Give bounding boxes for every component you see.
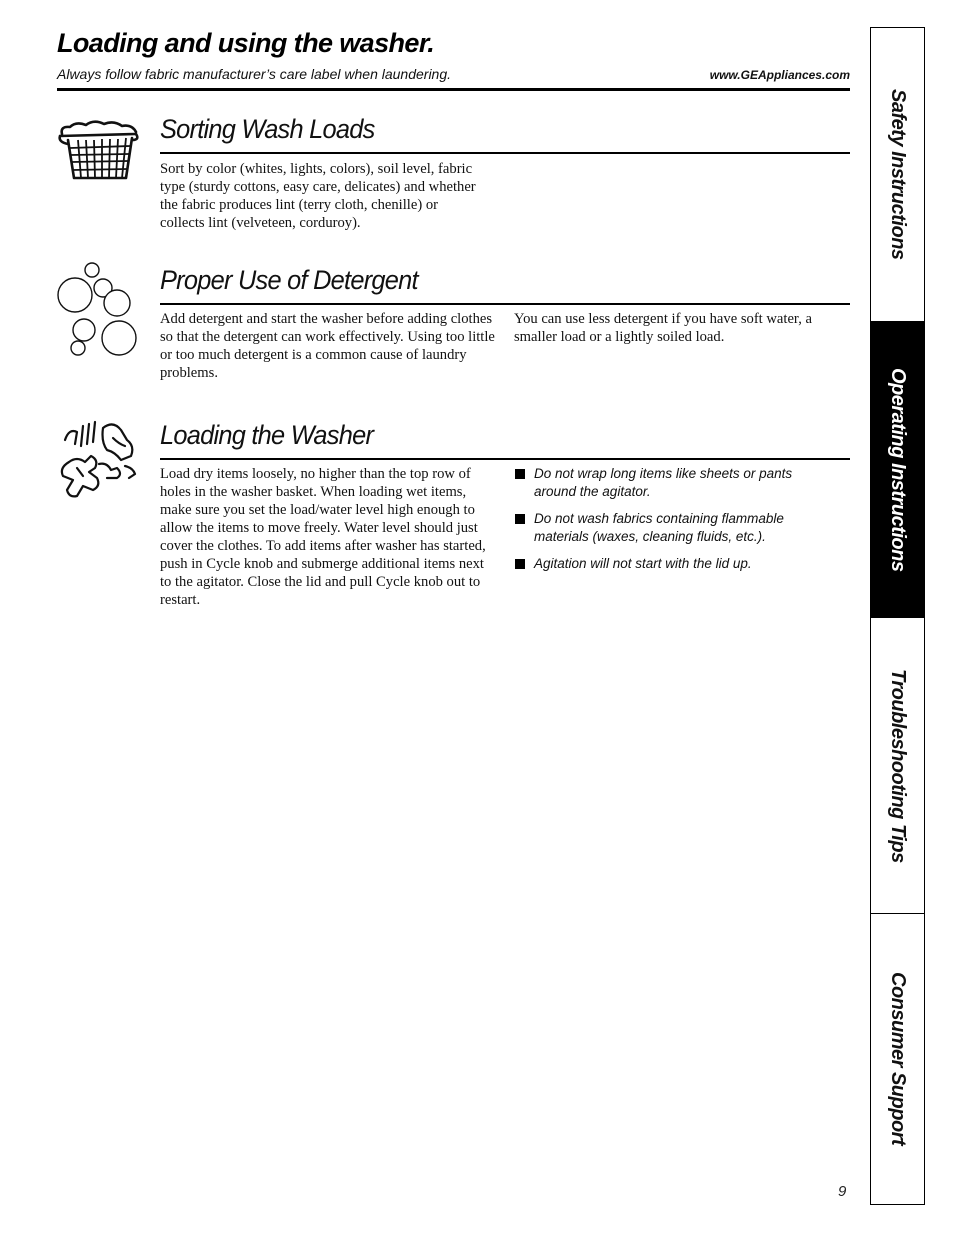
tab-label: Operating Instructions [887, 367, 909, 572]
clothes-icon [55, 416, 143, 504]
list-item [514, 465, 834, 501]
bullet-square-icon [515, 559, 525, 569]
page-number: 9 [838, 1183, 847, 1200]
section-rule-sorting [160, 152, 850, 154]
section-rule-detergent [160, 303, 850, 305]
bullet-square-icon [515, 469, 525, 479]
detergent-body-left: Add detergent and start the washer before adding clothes so that the detergent can work effectively. Using too little or too much detergent is a common cause of laundry problems. [160, 311, 495, 381]
list-item [514, 510, 834, 546]
tab-label: Troubleshooting Tips [887, 668, 909, 863]
tab-troubleshooting-tips[interactable] [871, 618, 924, 914]
bullet-text: Do not wash fabrics containing flammable materials (waxes, cleaning fluids, etc.). [534, 511, 784, 544]
bullet-text: Do not wrap long items like sheets or pants around the agitator. [534, 466, 793, 499]
section-title-detergent: Proper Use of Detergent [160, 265, 418, 295]
website-link[interactable]: www.GEAppliances.com [709, 68, 850, 82]
tab-label: Consumer Support [887, 971, 909, 1146]
tab-operating-instructions[interactable] [871, 322, 924, 618]
tab-label: Safety Instructions [887, 89, 909, 260]
header-rule [57, 88, 850, 91]
section-rule-loading [160, 458, 850, 460]
section-title-loading: Loading the Washer [160, 420, 374, 450]
section-tabs-sidebar [870, 27, 925, 1205]
loading-body: Load dry items loosely, no higher than the top row of holes in the washer basket. When loading wet items, make sure you set the load/water level high enough to allow the items to move freely. Water level should just cover the clothes. To add items after washer has started, push in Cycle knob and submerge additional items next to the agitator. Close the lid and pull Cycle knob out to restart. [160, 466, 486, 608]
page-title: Loading and using the washer. [57, 28, 435, 58]
tab-safety-instructions[interactable] [871, 28, 924, 322]
bullet-text: Agitation will not start with the lid up. [534, 556, 752, 571]
sorting-body: Sort by color (whites, lights, colors), soil level, fabric type (sturdy cottons, easy care, delicates) and whether the fabric produces lint (terry cloth, chenille) or collects lint (velveteen, corduroy). [160, 161, 476, 231]
page-subtitle: Always follow fabric manufacturer’s care label when laundering. [57, 66, 452, 82]
loading-bullet-list [514, 465, 834, 582]
section-title-sorting: Sorting Wash Loads [160, 114, 375, 144]
bubbles-icon [55, 262, 141, 360]
detergent-body-right: You can use less detergent if you have soft water, a smaller load or a lightly soiled load. [514, 311, 812, 345]
list-item [514, 555, 834, 573]
bullet-square-icon [515, 514, 525, 524]
laundry-basket-icon [56, 118, 142, 184]
tab-consumer-support[interactable] [871, 914, 924, 1203]
